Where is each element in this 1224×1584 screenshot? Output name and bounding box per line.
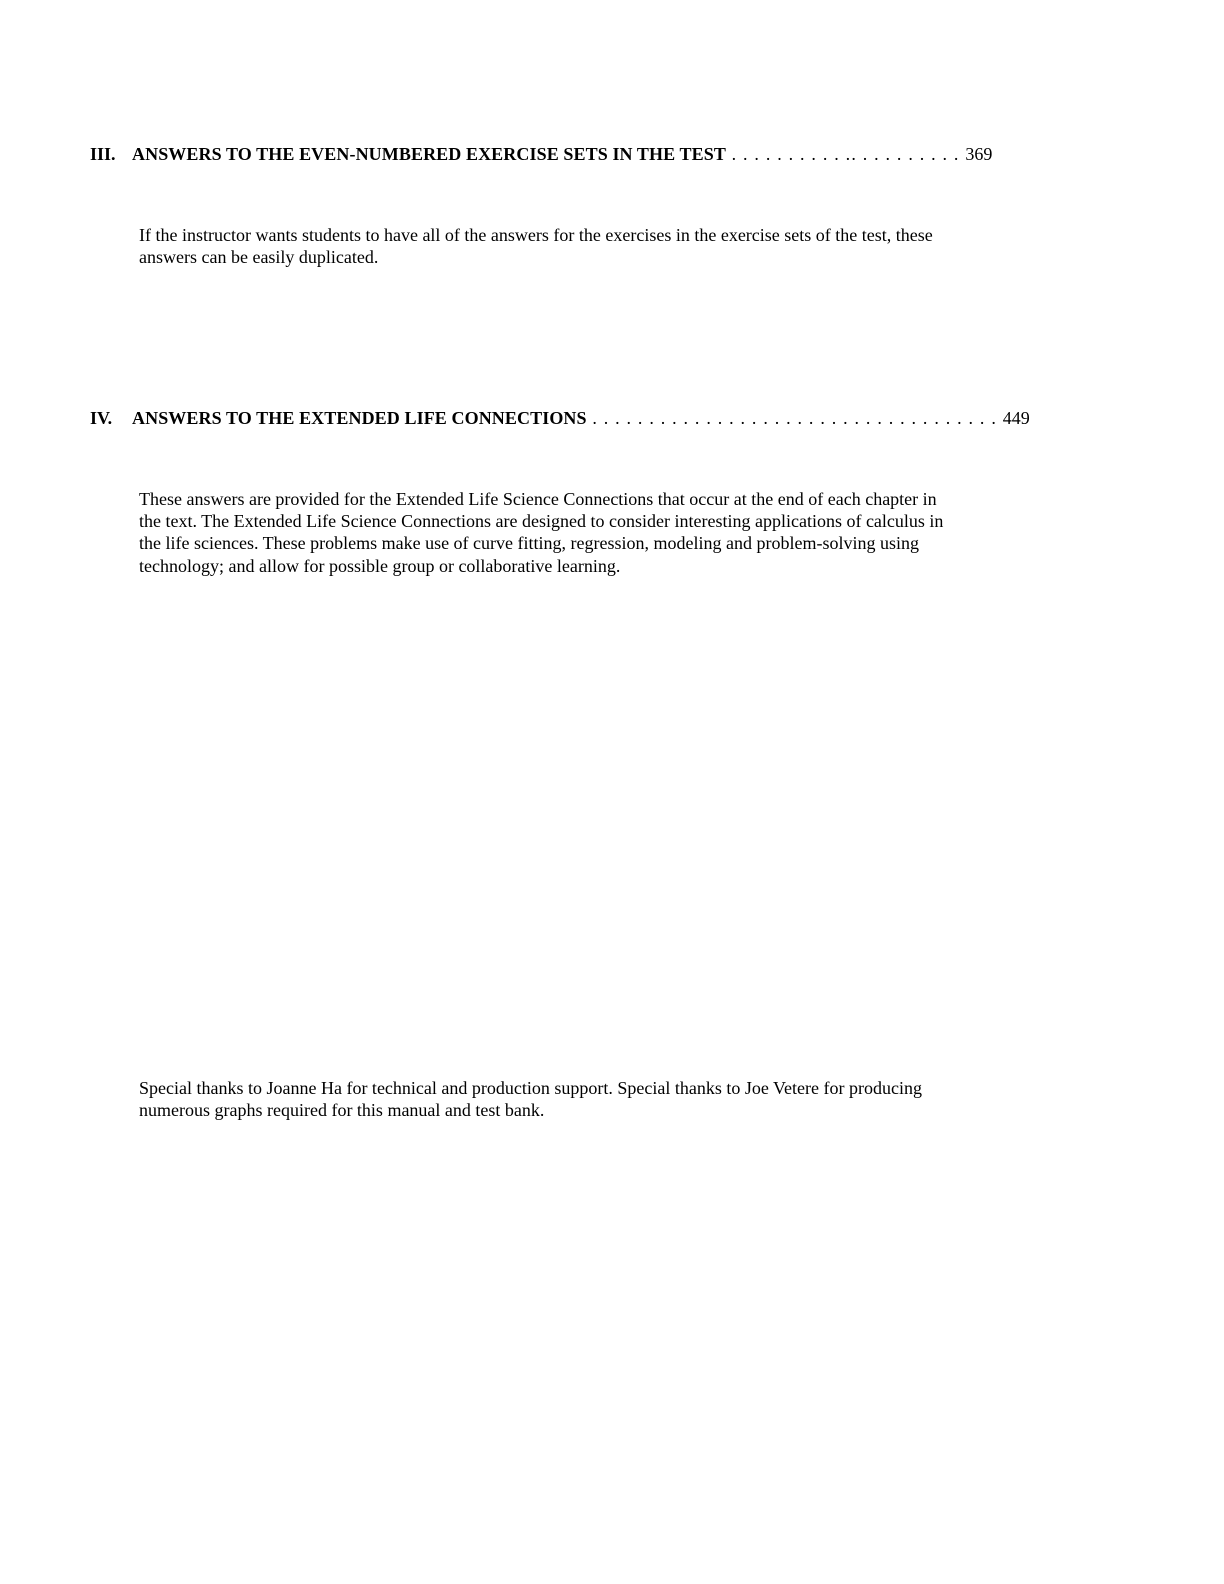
section-heading: ANSWERS TO THE EVEN-NUMBERED EXERCISE SETS IN THE TEST	[132, 144, 726, 164]
description-line: These answers are provided for the Extended Life Science Connections that occur at the end of each chapter in	[139, 489, 937, 509]
section-iv-description	[139, 488, 1039, 577]
acknowledgment	[139, 1077, 1039, 1121]
description-line: answers can be easily duplicated.	[139, 247, 379, 268]
section-numeral: IV.	[90, 408, 113, 428]
toc-entry-iii	[90, 143, 992, 165]
page-number: 449	[1002, 408, 1030, 428]
page-number: 369	[965, 144, 993, 164]
description-line: the text. The Extended Life Science Connections are designed to consider interesting applications of calculus in	[139, 511, 944, 532]
section-heading: ANSWERS TO THE EXTENDED LIFE CONNECTIONS	[132, 408, 587, 428]
section-numeral: III.	[90, 144, 116, 164]
dot-leader: . . . . . . . . . . .. . . . . . . . . .	[725, 144, 966, 164]
acknowledgment-line: numerous graphs required for this manual and test bank.	[139, 1100, 545, 1121]
acknowledgment-line: Special thanks to Joanne Ha for technical and production support. Special thanks to Joe Vetere for producing	[139, 1078, 922, 1098]
description-line: If the instructor wants students to have all of the answers for the exercises in the exercise sets of the test, these	[139, 225, 933, 245]
description-line: the life sciences. These problems make use of curve fitting, regression, modeling and problem-solving using	[139, 533, 919, 554]
description-line: technology; and allow for possible group or collaborative learning.	[139, 555, 621, 576]
toc-entry-iv	[90, 407, 1030, 429]
dot-leader: . . . . . . . . . . . . . . . . . . . . . . . . . . . . . . . . . . . .	[586, 408, 1003, 428]
section-iii-description	[139, 224, 1039, 268]
